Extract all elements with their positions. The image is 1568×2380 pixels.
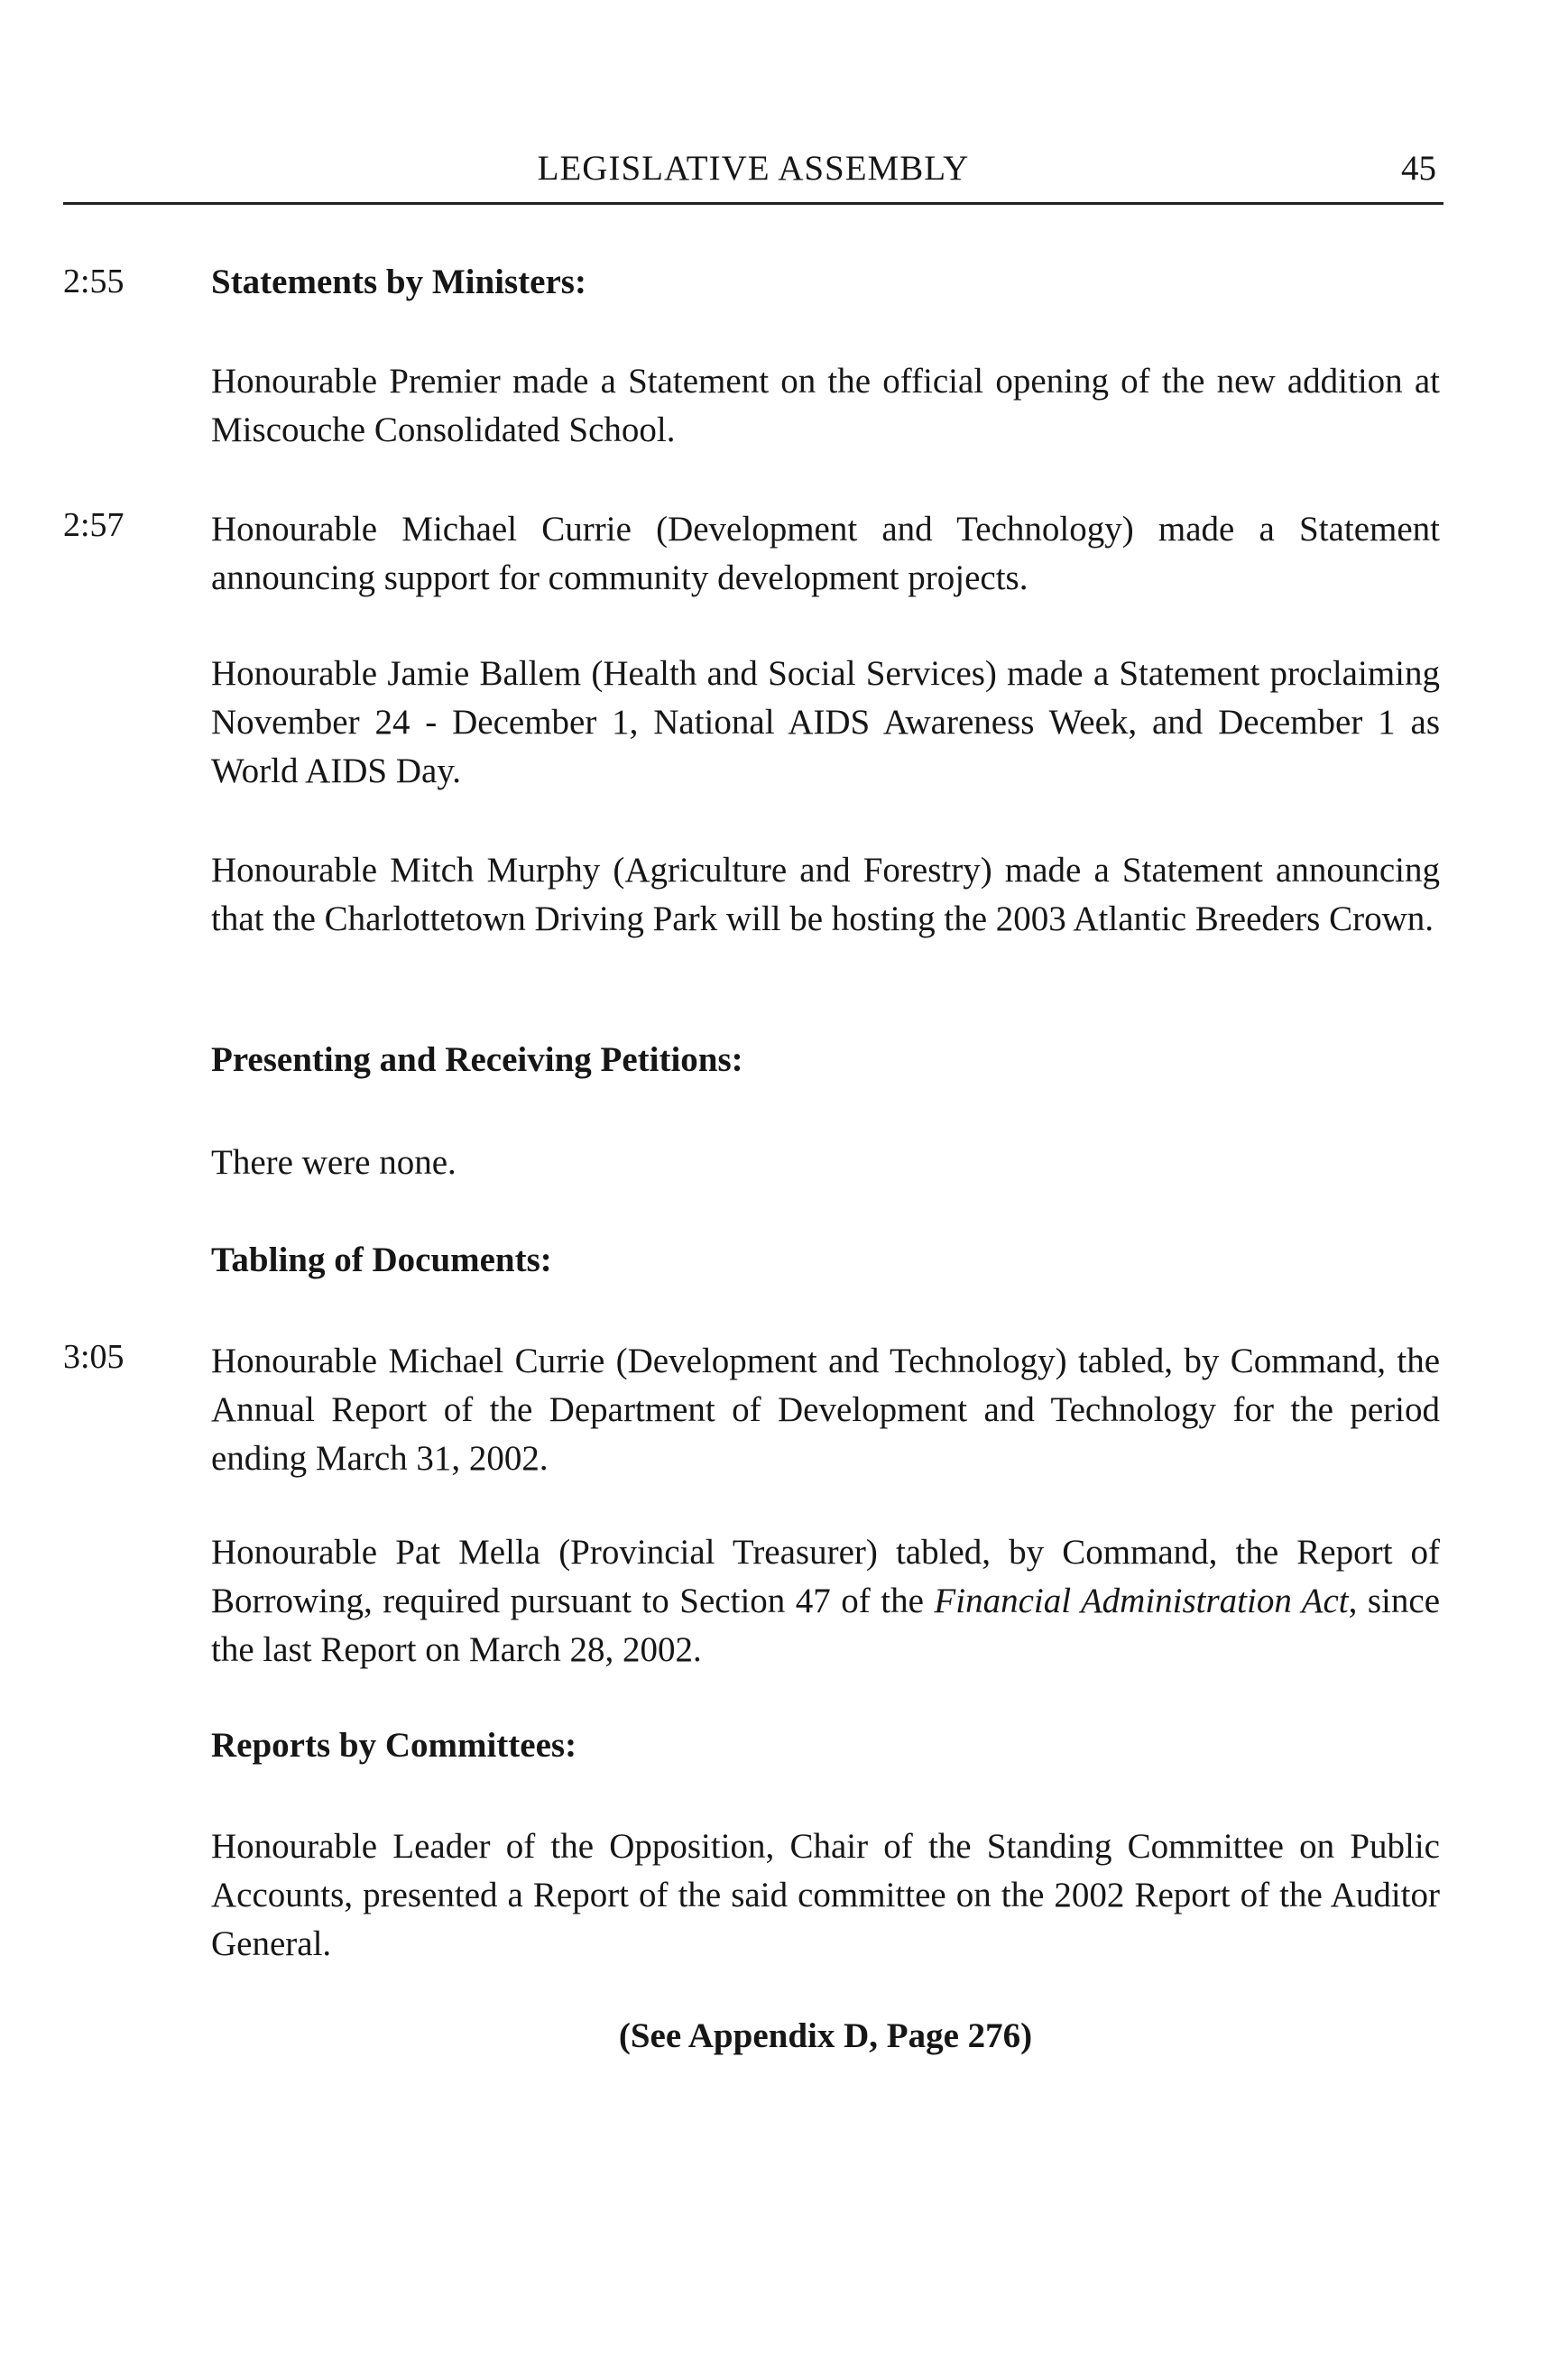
time-stamp: 2:55 xyxy=(63,263,125,300)
section-heading-statements: Statements by Ministers: xyxy=(211,263,586,301)
page-header xyxy=(63,144,1443,205)
act-title: Financial Administration Act xyxy=(934,1582,1349,1620)
paragraph-mella-tabling xyxy=(211,1528,1440,1674)
paragraph-petitions-none: There were none. xyxy=(211,1143,457,1182)
paragraph-currie-tabling: Honourable Michael Currie (Development and Technology) tabled, by Command, the Annual Report of the Department of Development and Technology for the period ending March 31, 2002. xyxy=(211,1342,1440,1478)
paragraph-premier-statement: Honourable Premier made a Statement on the official opening of the new addition at Miscouche Consolidated School. xyxy=(211,362,1440,449)
section-heading-committees: Reports by Committees: xyxy=(211,1726,577,1765)
appendix-reference: (See Appendix D, Page 276) xyxy=(618,2016,1033,2055)
paragraph-ballem-statement: Honourable Jamie Ballem (Health and Social Services) made a Statement proclaiming November 24 - December 1, National AIDS Awareness Week, and December 1 as World AIDS Day. xyxy=(211,654,1440,790)
paragraph-currie-statement: Honourable Michael Currie (Development and Technology) made a Statement announcing support for community development projects. xyxy=(211,510,1440,597)
section-heading-petitions: Presenting and Receiving Petitions: xyxy=(211,1040,743,1079)
time-stamp: 2:57 xyxy=(63,506,125,544)
mella-text-end: , since the last Report on March 28, 2002. xyxy=(211,1582,1441,1669)
section-heading-tabling: Tabling of Documents: xyxy=(211,1241,552,1279)
page-number: 45 xyxy=(1401,149,1436,188)
header-title: LEGISLATIVE ASSEMBLY xyxy=(537,149,970,188)
time-stamp: 3:05 xyxy=(63,1338,125,1376)
paragraph-murphy-statement: Honourable Mitch Murphy (Agriculture and Forestry) made a Statement announcing that the Charlottetown Driving Park will be hosting the 2003 Atlantic Breeders Crown. xyxy=(211,851,1440,938)
paragraph-committee-report: Honourable Leader of the Opposition, Chair of the Standing Committee on Public Accounts, presented a Report of the said committee on the 2002 Report of the Auditor General. xyxy=(211,1827,1440,1963)
mella-text-start: Honourable Pat Mella (Provincial Treasurer) tabled, by Command, the Report of Borrowing, required pursuant to Section 47 of the xyxy=(211,1533,1440,1620)
